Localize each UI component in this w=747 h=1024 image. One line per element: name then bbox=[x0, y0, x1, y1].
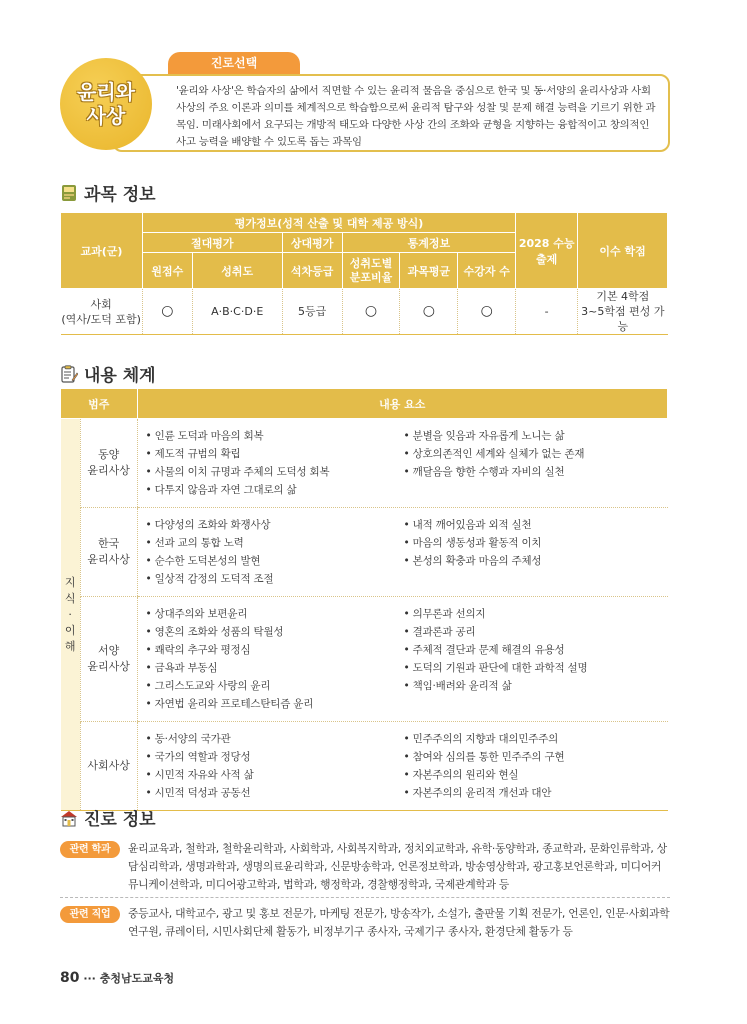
category-social-thought bbox=[80, 722, 137, 811]
section-title-text: 과목 정보 bbox=[84, 185, 156, 205]
cell-rank-grade: 5등급 bbox=[282, 289, 342, 335]
list-item: • 자본주의의 윤리적 개선과 대안 bbox=[404, 784, 662, 802]
list-item: • 영혼의 조화와 성품의 탁월성 bbox=[146, 623, 404, 641]
category-line2: 윤리사상 bbox=[87, 553, 130, 566]
table-row bbox=[61, 722, 668, 811]
cell-credits-line2: 3~5학점 편성 가능 bbox=[581, 305, 665, 333]
jobs-badge: 관련 직업 bbox=[60, 906, 120, 923]
footer-dots: ··· bbox=[83, 972, 96, 985]
category-korean-ethics bbox=[80, 508, 137, 597]
list-item: • 자본주의의 원리와 현실 bbox=[404, 766, 662, 784]
list-item: • 시민적 자유와 사적 삶 bbox=[146, 766, 404, 784]
list-item: • 동·서양의 국가관 bbox=[146, 730, 404, 748]
header-category: 범주 bbox=[61, 389, 138, 419]
divider bbox=[60, 897, 670, 898]
category-line1: 동양 bbox=[98, 448, 120, 461]
elements-left bbox=[146, 605, 404, 713]
list-item: • 내적 깨어있음과 외적 실천 bbox=[404, 516, 662, 534]
list-item: • 마음의 생동성과 활동적 이치 bbox=[404, 534, 662, 552]
header-raw-score: 원점수 bbox=[142, 253, 192, 289]
header-course-avg: 과목평균 bbox=[400, 253, 458, 289]
header-students: 수강자 수 bbox=[458, 253, 516, 289]
header-achievement: 성취도 bbox=[192, 253, 282, 289]
list-item: • 국가의 역할과 정당성 bbox=[146, 748, 404, 766]
header-rank-grade: 석차등급 bbox=[282, 253, 342, 289]
subject-title-badge bbox=[60, 58, 152, 150]
elements-right bbox=[404, 427, 662, 499]
header-stats: 통계정보 bbox=[342, 233, 516, 253]
career-elective-tag: 진로선택 bbox=[168, 52, 300, 74]
vertical-char: · bbox=[68, 607, 72, 621]
section-title-subject-info bbox=[60, 180, 156, 205]
section-title-content-system bbox=[60, 361, 156, 386]
list-item: • 본성의 확충과 마음의 주체성 bbox=[404, 552, 662, 570]
list-item: • 참여와 심의를 통한 민주주의 구현 bbox=[404, 748, 662, 766]
content-elements bbox=[137, 722, 668, 811]
subject-description: '윤리와 사상'은 학습자의 삶에서 직면할 수 있는 윤리적 물음을 중심으로 한국 및 동·서양의 윤리사상과 사회사상의 주요 이론과 의미를 체계적으로 학습함으로써 윤리적 탐구와 성찰 및 문제 해결 능력을 기르기 위한 과목임. 미래사회에서 요구되는 개방적 태도와 다양한 사상 간의 조화와 균형을 지향하는 융합적이고 창의적인 사고 능력을 배양할 수 있도록 돕는 과목임 bbox=[112, 74, 670, 152]
cell-csat: - bbox=[516, 289, 578, 335]
list-item: • 순수한 도덕본성의 발현 bbox=[146, 552, 404, 570]
cell-achievement-ratio: ○ bbox=[342, 289, 400, 335]
content-elements bbox=[137, 419, 668, 508]
header-relative: 상대평가 bbox=[282, 233, 342, 253]
header-eval-info: 평가정보(성적 산출 및 대학 제공 방식) bbox=[142, 213, 515, 233]
content-system-table bbox=[60, 388, 668, 811]
header-elements: 내용 요소 bbox=[137, 389, 668, 419]
section-title-career-info bbox=[60, 805, 156, 830]
vertical-char: 해 bbox=[64, 639, 76, 653]
table-row bbox=[61, 289, 668, 335]
departments-text: 윤리교육과, 철학과, 철학윤리학과, 사회학과, 사회복지학과, 정치외교학과, 유학·동양학과, 종교학과, 문화인류학과, 상담심리학과, 생명과학과, 생명의료윤리학과, 신문방송학과, 언론정보학과, 방송영상학과, 광고홍보언론학과, 미디어커뮤니케이션학과, 미디어광고학과, 법학과, 행정학과, 경찰행정학과, 국제관계학과 등 bbox=[128, 842, 667, 891]
related-jobs bbox=[60, 905, 670, 941]
elements-left bbox=[146, 730, 404, 802]
elements-right bbox=[404, 730, 662, 802]
content-elements bbox=[137, 597, 668, 722]
category-line2: 윤리사상 bbox=[87, 464, 130, 477]
school-icon bbox=[60, 809, 78, 827]
vertical-char: 이 bbox=[64, 623, 76, 637]
list-item: • 주체적 결단과 문제 해결의 유용성 bbox=[404, 641, 662, 659]
cell-course-avg: ○ bbox=[400, 289, 458, 335]
subject-title-line1: 윤리와 bbox=[77, 80, 135, 104]
header-csat: 2028 수능 출제 bbox=[516, 213, 578, 289]
category-western-ethics bbox=[80, 597, 137, 722]
jobs-text: 중등교사, 대학교수, 광고 및 홍보 전문가, 마케팅 전문가, 방송작가, 소설가, 출판물 기획 전문가, 언론인, 인문·사회과학 연구원, 큐레이터, 시민사회단체 활동가, 비정부기구 종사자, 국제기구 종사자, 환경단체 활동가 등 bbox=[128, 907, 670, 938]
cell-subject bbox=[61, 289, 143, 335]
list-item: • 금욕과 부동심 bbox=[146, 659, 404, 677]
category-eastern-ethics bbox=[80, 419, 137, 508]
list-item: • 깨달음을 향한 수행과 자비의 실천 bbox=[404, 463, 662, 481]
clipboard-icon bbox=[60, 365, 78, 383]
footer-org: 충청남도교육청 bbox=[99, 972, 175, 985]
list-item: • 책임·배려와 윤리적 삶 bbox=[404, 677, 662, 695]
list-item: • 일상적 감정의 도덕적 조절 bbox=[146, 570, 404, 588]
cell-raw-score: ○ bbox=[142, 289, 192, 335]
table-row bbox=[61, 597, 668, 722]
cell-subject-line2: (역사/도덕 포함) bbox=[61, 312, 141, 326]
book-icon bbox=[60, 184, 78, 202]
list-item: • 쾌락의 추구와 평정심 bbox=[146, 641, 404, 659]
table-row bbox=[61, 419, 668, 508]
content-elements bbox=[137, 508, 668, 597]
list-item: • 그리스도교와 사랑의 윤리 bbox=[146, 677, 404, 695]
category-line1: 서양 bbox=[98, 644, 120, 657]
header-achievement-ratio: 성취도별 분포비율 bbox=[342, 253, 400, 289]
subject-header bbox=[60, 50, 670, 154]
cell-credits bbox=[578, 289, 668, 335]
elements-left bbox=[146, 427, 404, 499]
list-item: • 다투지 않음과 자연 그대로의 삶 bbox=[146, 481, 404, 499]
header-credits: 이수 학점 bbox=[578, 213, 668, 289]
departments-badge: 관련 학과 bbox=[60, 841, 120, 858]
page-footer bbox=[60, 970, 174, 986]
list-item: • 도덕의 기원과 판단에 대한 과학적 설명 bbox=[404, 659, 662, 677]
category-line2: 윤리사상 bbox=[87, 660, 130, 673]
subject-title-line2: 사상 bbox=[86, 104, 126, 128]
elements-right bbox=[404, 605, 662, 713]
page-number: 80 bbox=[60, 970, 80, 986]
list-item: • 다양성의 조화와 화쟁사상 bbox=[146, 516, 404, 534]
cell-achievement: A·B·C·D·E bbox=[192, 289, 282, 335]
cell-subject-line1: 사회 bbox=[90, 297, 112, 311]
category-line1: 사회사상 bbox=[87, 759, 130, 772]
table-row bbox=[61, 508, 668, 597]
list-item: • 결과론과 공리 bbox=[404, 623, 662, 641]
knowledge-understanding-label bbox=[61, 419, 81, 811]
cell-credits-line1: 기본 4학점 bbox=[596, 290, 650, 303]
list-item: • 의무론과 선의지 bbox=[404, 605, 662, 623]
category-line1: 한국 bbox=[98, 537, 120, 550]
list-item: • 분별을 잊음과 자유롭게 노니는 삶 bbox=[404, 427, 662, 445]
subject-info-table bbox=[60, 212, 668, 335]
list-item: • 상대주의와 보편윤리 bbox=[146, 605, 404, 623]
elements-right bbox=[404, 516, 662, 588]
elements-left bbox=[146, 516, 404, 588]
header-absolute: 절대평가 bbox=[142, 233, 282, 253]
cell-students: ○ bbox=[458, 289, 516, 335]
list-item: • 인륜 도덕과 마음의 회복 bbox=[146, 427, 404, 445]
list-item: • 상호의존적인 세계와 실체가 없는 존재 bbox=[404, 445, 662, 463]
section-title-text: 내용 체계 bbox=[84, 366, 156, 386]
section-title-text: 진로 정보 bbox=[84, 810, 156, 830]
related-departments bbox=[60, 840, 670, 894]
vertical-char: 지 bbox=[64, 575, 76, 589]
list-item: • 사물의 이치 규명과 주체의 도덕성 회복 bbox=[146, 463, 404, 481]
list-item: • 선과 교의 통합 노력 bbox=[146, 534, 404, 552]
list-item: • 자연법 윤리와 프로테스탄티즘 윤리 bbox=[146, 695, 404, 713]
list-item: • 제도적 규범의 확립 bbox=[146, 445, 404, 463]
list-item: • 시민적 덕성과 공동선 bbox=[146, 784, 404, 802]
header-subject-group: 교과(군) bbox=[61, 213, 143, 289]
vertical-char: 식 bbox=[64, 591, 76, 605]
list-item: • 민주주의의 지향과 대의민주주의 bbox=[404, 730, 662, 748]
